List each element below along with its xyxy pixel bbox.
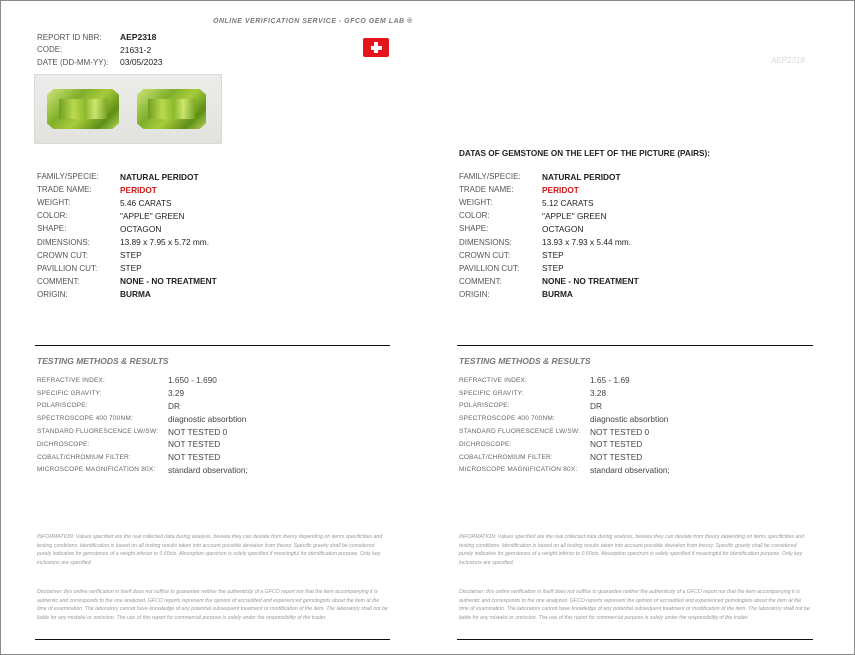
spec-value: 13.93 x 7.93 x 5.44 mm.: [542, 237, 632, 248]
test-row: [37, 425, 248, 438]
spec-value: NATURAL PERIDOT: [120, 171, 199, 182]
test-row: [37, 464, 248, 477]
test-row: [459, 374, 670, 387]
left-specs: [37, 170, 217, 301]
gemstone-right-image: [137, 89, 206, 129]
spec-label: SHAPE:: [37, 224, 67, 234]
code-value: 21631-2: [120, 44, 152, 55]
swiss-flag-icon: [363, 38, 389, 57]
test-label: REFRACTIVE INDEX:: [37, 376, 106, 384]
trade-name-value: PERIDOT: [542, 184, 579, 195]
spec-value: STEP: [120, 263, 142, 274]
spec-value: STEP: [542, 250, 564, 261]
test-value: standard observation;: [590, 464, 670, 475]
disclaimer-text-left: Disclaimer: this online verification in itself does not suffice to guarantee neither the authenticity of a GFCO report nor that the item accompanying it is authentic and corresponds to the one analyzed. GFCO reports represent the opinion of accredited and experienced gemologists about the item at the time of examination. The laboratory cannot have knowledge of any potential subsequent treatment or modification of the item. The laboratory shall not be liable for any mistake or omission. The use of this report for commercial purpose is solely under the responsibility of the trader.: [37, 589, 388, 621]
spec-row: [459, 196, 639, 209]
section-divider: [35, 345, 390, 346]
spec-row: [37, 288, 217, 301]
test-label: COBALT/CHROMIUM FILTER:: [459, 453, 553, 461]
test-value: NOT TESTED: [168, 439, 221, 450]
spec-label: WEIGHT:: [459, 198, 493, 208]
spec-label: COLOR:: [459, 211, 490, 221]
spec-label: FAMILY/SPECIE:: [459, 172, 521, 182]
test-value: DR: [590, 400, 602, 411]
spec-label: CROWN CUT:: [459, 250, 511, 260]
spec-value: OCTAGON: [120, 223, 162, 234]
spec-row: [37, 262, 217, 275]
left-tests: [37, 374, 248, 476]
bottom-divider: [35, 639, 390, 640]
spec-value: NONE - NO TREATMENT: [542, 276, 639, 287]
spec-label: ORIGIN:: [37, 289, 68, 299]
test-value: 1.650 - 1.690: [168, 375, 217, 386]
disclaimer-text-right: Disclaimer: this online verification in itself does not suffice to guarantee neither the authenticity of a GFCO report nor that the item accompanying it is authentic and corresponds to the one analyzed. GFCO reports represent the opinion of accredited and experienced gemologists about the item at the time of examination. The laboratory cannot have knowledge of any potential subsequent treatment or modification of the item. The laboratory shall not be liable for any mistake or omission. The use of this report for commercial purpose is solely under the responsibility of the trader.: [459, 589, 810, 621]
spec-row: [37, 275, 217, 288]
spec-label: PAVILLION CUT:: [459, 263, 520, 273]
date-value: 03/05/2023: [120, 57, 163, 68]
spec-label: COLOR:: [37, 211, 68, 221]
spec-row: [459, 222, 639, 235]
spec-label: WEIGHT:: [37, 198, 71, 208]
spec-value: STEP: [120, 250, 142, 261]
spec-label: COMMENT:: [37, 276, 80, 286]
section-divider: [457, 345, 813, 346]
spec-row: [37, 209, 217, 222]
test-value: 3.28: [590, 388, 607, 399]
spec-row: [37, 183, 217, 196]
test-label: SPECIFIC GRAVITY:: [37, 389, 102, 397]
test-row: [459, 387, 670, 400]
date-row: [37, 56, 163, 69]
test-row: [459, 412, 670, 425]
test-row: [37, 438, 248, 451]
test-row: [37, 387, 248, 400]
spec-row: [37, 222, 217, 235]
test-row: [37, 412, 248, 425]
spec-value: 5.12 CARATS: [542, 197, 594, 208]
test-label: POLARISCOPE:: [459, 402, 510, 410]
test-value: 1.65 - 1.69: [590, 375, 630, 386]
test-label: STANDARD FLUORESCENCE LW/SW:: [459, 428, 581, 436]
spec-label: COMMENT:: [459, 276, 502, 286]
spec-label: CROWN CUT:: [37, 250, 89, 260]
spec-value: "APPLE" GREEN: [120, 210, 185, 221]
test-label: SPECTROSCOPE 400 700NM:: [37, 415, 133, 423]
spec-label: ORIGIN:: [459, 289, 490, 299]
spec-value: NONE - NO TREATMENT: [120, 276, 217, 287]
report-id-label: REPORT ID NBR:: [37, 32, 102, 42]
spec-row: [37, 170, 217, 183]
spec-label: SHAPE:: [459, 224, 489, 234]
right-tests: [459, 374, 670, 476]
spec-value: 13.89 x 7.95 x 5.72 mm.: [120, 237, 210, 248]
test-value: NOT TESTED 0: [168, 426, 228, 437]
test-label: SPECIFIC GRAVITY:: [459, 389, 524, 397]
test-label: REFRACTIVE INDEX:: [459, 376, 528, 384]
spec-value: OCTAGON: [542, 223, 584, 234]
test-value: 3.29: [168, 388, 185, 399]
spec-row: [37, 196, 217, 209]
test-value: DR: [168, 400, 180, 411]
spec-row: [459, 183, 639, 196]
pairs-title: DATAS OF GEMSTONE ON THE LEFT OF THE PICTURE (PAIRS):: [459, 149, 710, 158]
test-label: DICHROSCOPE:: [459, 440, 512, 448]
service-title: ONLINE VERIFICATION SERVICE - GFCO GEM LAB ®: [213, 18, 413, 25]
spec-label: FAMILY/SPECIE:: [37, 172, 99, 182]
bottom-divider: [457, 639, 813, 640]
right-specs: [459, 170, 639, 301]
information-text-right: INFORMATION: Values specified are the real collected data during analysis, beware they can deviate from theory depending on items specificities and testing conditions. Identification is based on all testing results taken into account possible deviation from theory. Specific gravity shall be considered purely indicative for gemstones of a weight inferior to 0.60cts. Absorption spectrum is solely specified if meaningful for identification purpose. Only key inclusions are specified.: [459, 534, 805, 566]
gemstone-left-image: [47, 89, 119, 129]
spec-value: "APPLE" GREEN: [542, 210, 607, 221]
spec-row: [459, 235, 639, 248]
report-meta: [37, 31, 163, 69]
test-label: STANDARD FLUORESCENCE LW/SW:: [37, 428, 159, 436]
spec-label: PAVILLION CUT:: [37, 263, 98, 273]
spec-value: STEP: [542, 263, 564, 274]
spec-row: [37, 249, 217, 262]
spec-label: DIMENSIONS:: [37, 237, 90, 247]
report-id-value: AEP2318: [120, 32, 157, 43]
spec-label: DIMENSIONS:: [459, 237, 512, 247]
test-value: NOT TESTED: [590, 439, 643, 450]
test-value: standard observation;: [168, 464, 248, 475]
test-value: NOT TESTED 0: [590, 426, 650, 437]
test-row: [459, 438, 670, 451]
spec-row: [37, 235, 217, 248]
testing-title-left: TESTING METHODS & RESULTS: [37, 356, 169, 366]
test-label: MICROSCOPE MAGNIFICATION 80X:: [459, 466, 578, 474]
spec-value: NATURAL PERIDOT: [542, 171, 621, 182]
date-label: DATE (DD-MM-YY):: [37, 57, 109, 67]
report-id-row: [37, 31, 163, 44]
test-label: MICROSCOPE MAGNIFICATION 80X:: [37, 466, 156, 474]
test-label: POLARISCOPE:: [37, 402, 88, 410]
watermark-text: AEP2318: [771, 56, 805, 65]
spec-value: BURMA: [542, 289, 573, 300]
test-value: diagnostic absorbtion: [168, 413, 247, 424]
test-row: [37, 374, 248, 387]
test-row: [459, 400, 670, 413]
test-row: [37, 451, 248, 464]
spec-row: [459, 209, 639, 222]
spec-label: TRADE NAME:: [37, 185, 92, 195]
test-row: [459, 451, 670, 464]
spec-label: TRADE NAME:: [459, 185, 514, 195]
test-value: diagnostic absorbtion: [590, 413, 669, 424]
spec-value: 5.46 CARATS: [120, 197, 172, 208]
spec-row: [459, 288, 639, 301]
code-label: CODE:: [37, 45, 63, 55]
spec-value: BURMA: [120, 289, 151, 300]
test-row: [459, 464, 670, 477]
test-value: NOT TESTED: [168, 452, 221, 463]
gemstone-photo: [34, 74, 222, 144]
test-label: COBALT/CHROMIUM FILTER:: [37, 453, 131, 461]
spec-row: [459, 170, 639, 183]
testing-title-right: TESTING METHODS & RESULTS: [459, 356, 591, 366]
test-row: [37, 400, 248, 413]
test-row: [459, 425, 670, 438]
code-row: [37, 44, 163, 57]
trade-name-value: PERIDOT: [120, 184, 157, 195]
test-label: DICHROSCOPE:: [37, 440, 90, 448]
spec-row: [459, 249, 639, 262]
test-value: NOT TESTED: [590, 452, 643, 463]
test-label: SPECTROSCOPE 400 700NM:: [459, 415, 555, 423]
spec-row: [459, 262, 639, 275]
spec-row: [459, 275, 639, 288]
information-text-left: INFORMATION: Values specified are the real collected data during analysis, beware they can deviate from theory depending on items specificities and testing conditions. Identification is based on all testing results taken into account possible deviation from theory. Specific gravity shall be considered purely indicative for gemstones of a weight inferior to 0.60cts. Absorption spectrum is solely specified if meaningful for identification purpose. Only key inclusions are specified.: [37, 534, 383, 566]
